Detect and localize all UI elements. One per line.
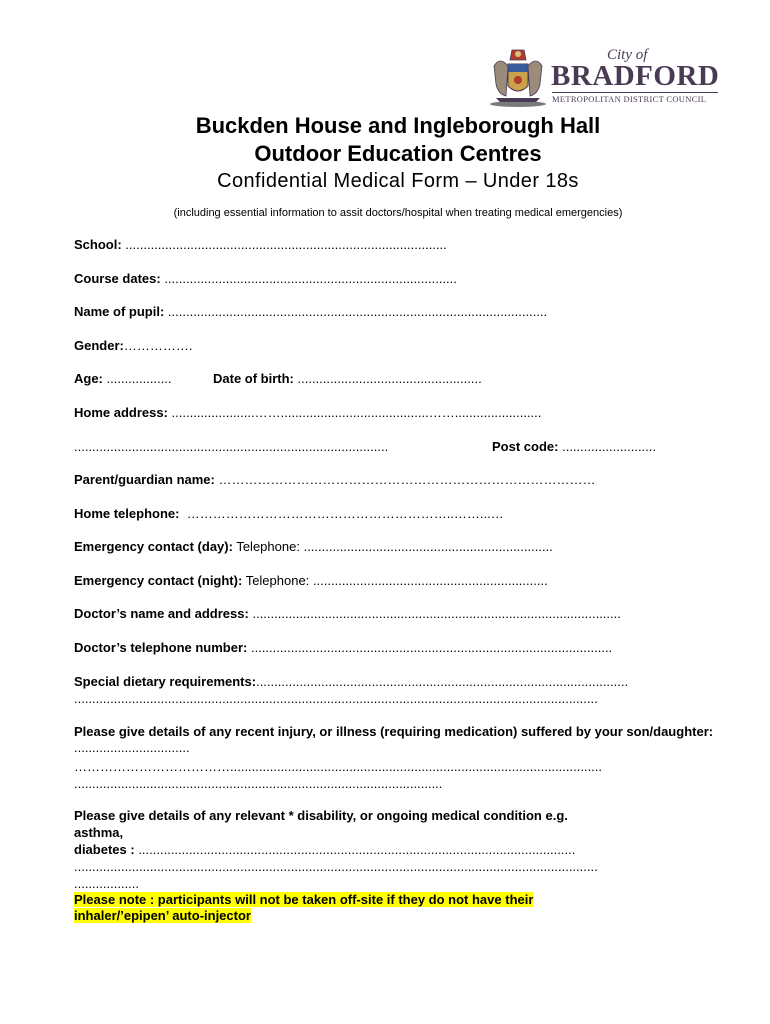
warning-line1 xyxy=(74,892,533,908)
doctor-tel-row[interactable] xyxy=(74,640,612,656)
doctor-address-label: Doctor’s name and address: xyxy=(74,606,249,621)
post-code-field[interactable]: .......................... xyxy=(562,439,657,454)
emergency-day-sub-label: Telephone: xyxy=(236,539,300,554)
emergency-day-field[interactable]: ..................................................................... xyxy=(303,539,553,554)
emergency-night-label: Emergency contact (night): xyxy=(74,573,243,588)
form-title-line2: Outdoor Education Centres xyxy=(254,141,542,166)
coat-of-arms-icon xyxy=(486,44,550,108)
post-code-row[interactable] xyxy=(492,439,656,455)
post-code-label: Post code: xyxy=(492,439,559,454)
gender-label: Gender: xyxy=(74,338,124,353)
dietary-line2[interactable]: ................................................................................................................................................. xyxy=(74,691,598,706)
parent-name-row[interactable] xyxy=(74,472,596,488)
logo-council: METROPOLITAN DISTRICT COUNCIL xyxy=(552,94,707,104)
emergency-day-row[interactable] xyxy=(74,539,553,555)
injury-question-block[interactable] xyxy=(74,724,724,756)
gender-field[interactable]: ……………. xyxy=(123,338,193,353)
condition-line2[interactable]: ................................................................................................................................................. xyxy=(74,859,598,874)
condition-line3[interactable]: .................. xyxy=(74,876,140,891)
warning-text-line1: Please note : participants will not be taken off-site if they do not have their xyxy=(74,892,534,907)
parent-name-label: Parent/guardian name: xyxy=(74,472,215,487)
age-row[interactable] xyxy=(74,371,172,387)
age-label: Age: xyxy=(74,371,103,386)
dietary-row[interactable] xyxy=(74,674,628,690)
school-field[interactable]: ......................................................................................... xyxy=(125,237,447,252)
emergency-night-field[interactable]: ................................................................. xyxy=(312,573,548,588)
doctor-address-row[interactable] xyxy=(74,606,621,622)
doctor-tel-field[interactable]: .................................................................................................... xyxy=(250,640,613,655)
form-note: (including essential information to assit doctors/hospital when treating medical emergencies) xyxy=(173,207,623,219)
home-address-field[interactable]: .......................…….........................................……........................ xyxy=(171,405,542,420)
course-dates-row[interactable] xyxy=(74,271,457,287)
dob-field[interactable]: ................................................... xyxy=(297,371,482,386)
course-dates-field[interactable]: ................................................................................. xyxy=(164,271,457,286)
form-title-line1: Buckden House and Ingleborough Hall xyxy=(195,113,601,138)
school-label: School: xyxy=(74,237,122,252)
injury-field[interactable]: ................................ xyxy=(74,740,190,755)
home-address-row[interactable] xyxy=(74,405,541,421)
pupil-name-field[interactable]: ......................................................................................................... xyxy=(167,304,548,319)
bradford-council-logo xyxy=(486,44,726,108)
dob-row[interactable] xyxy=(213,371,482,387)
home-tel-row[interactable] xyxy=(74,506,504,522)
injury-line3[interactable]: ...................................................................................................... xyxy=(74,776,443,791)
home-address-label: Home address: xyxy=(74,405,168,420)
home-address-line2-row[interactable] xyxy=(74,439,388,455)
age-field[interactable]: .................. xyxy=(106,371,172,386)
condition-row[interactable] xyxy=(74,842,575,858)
home-address-line2-field[interactable]: ....................................................................................... xyxy=(74,439,389,454)
course-dates-label: Course dates: xyxy=(74,271,161,286)
emergency-night-sub-label: Telephone: xyxy=(245,573,310,588)
injury-question: Please give details of any recent injury, or illness (requiring medication) suffered by your son/daughter: xyxy=(74,724,714,739)
pupil-name-label: Name of pupil: xyxy=(74,304,165,319)
emergency-night-row[interactable] xyxy=(74,573,548,589)
gender-row[interactable] xyxy=(74,338,192,354)
home-tel-field[interactable]: ……………………………………………………..……...… xyxy=(186,506,504,521)
logo-city-of: City of xyxy=(607,47,648,63)
condition-field[interactable]: ......................................................................................................................... xyxy=(138,842,576,857)
doctor-tel-label: Doctor’s telephone number: xyxy=(74,640,248,655)
logo-divider xyxy=(552,92,718,93)
logo-bradford: BRADFORD xyxy=(551,60,720,92)
dob-label: Date of birth: xyxy=(213,371,294,386)
home-tel-label: Home telephone: xyxy=(74,506,180,521)
condition-question-line3: diabetes : xyxy=(74,842,135,857)
dietary-field[interactable]: ....................................................................................................... xyxy=(256,674,629,689)
emergency-day-label: Emergency contact (day): xyxy=(74,539,233,554)
warning-line2 xyxy=(74,908,251,924)
form-subtitle: Confidential Medical Form – Under 18s xyxy=(217,170,579,192)
school-row[interactable] xyxy=(74,237,447,253)
condition-question-line1: Please give details of any relevant * disability, or ongoing medical condition e.g. xyxy=(74,808,568,823)
dietary-label: Special dietary requirements: xyxy=(74,674,257,689)
warning-text-line2: inhaler/’epipen’ auto-injector xyxy=(74,908,251,923)
parent-name-field[interactable]: …………………………………………………………………………… xyxy=(218,472,596,487)
pupil-name-row[interactable] xyxy=(74,304,547,320)
doctor-address-field[interactable]: ...................................................................................................... xyxy=(252,606,621,621)
condition-question-line2: asthma, xyxy=(74,825,124,840)
injury-line2[interactable]: ………………………………....................................................................................................... xyxy=(74,759,603,774)
